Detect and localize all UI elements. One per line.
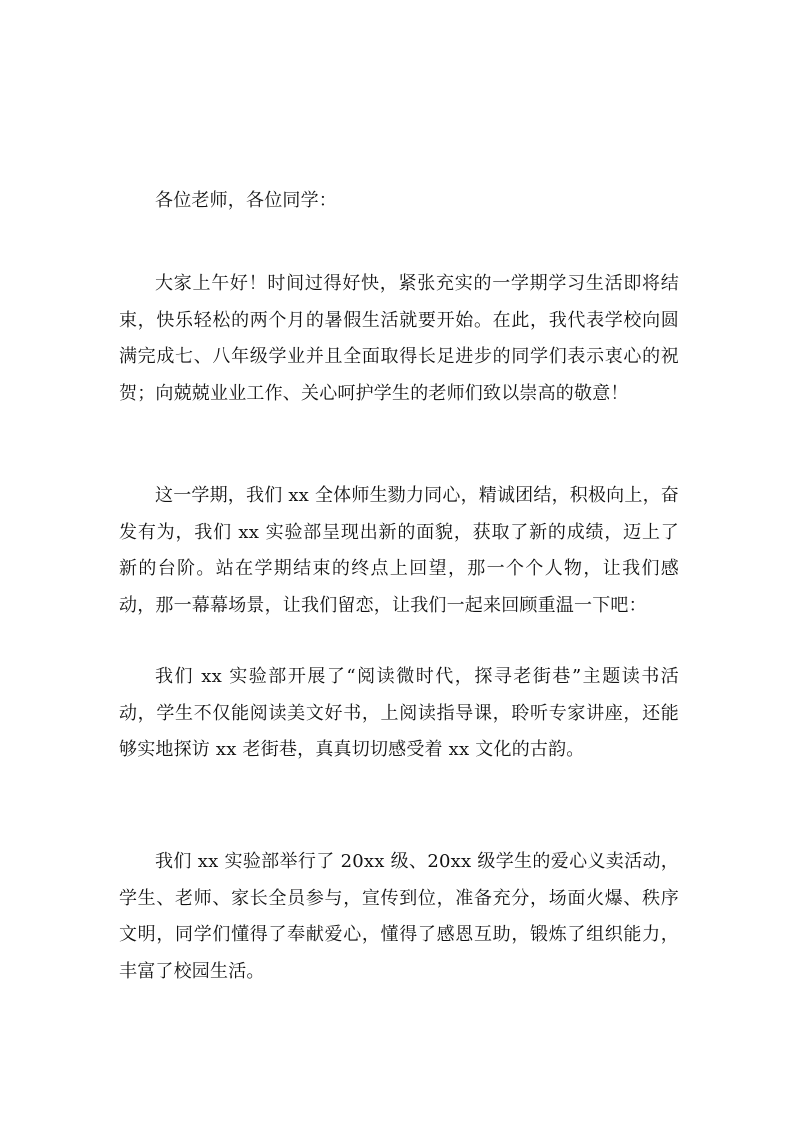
paragraph-opening: 大家上午好！时间过得好快，紧张充实的一学期学习生活即将结束，快乐轻松的两个月的暑假生活就要开始。在此，我代表学校向圆满完成七、八年级学业并且全面取得长足进步的同学们表示衷心的祝贺；向兢兢业业工作、关心呵护学生的老师们致以崇高的敬意！ <box>119 273 679 404</box>
greeting-line: 各位老师，各位同学： <box>155 190 337 211</box>
paragraph-semester-review: 这一学期，我们 xx 全体师生勠力同心，精诚团结，积极向上，奋发有为，我们 xx 实验部呈现出新的面貌，获取了新的成绩，迈上了新的台阶。站在学期结束的终点上回望，那一个个人物，让我们感动，那一幕幕场景，让我们留恋，让我们一起来回顾重温一下吧： <box>119 485 679 616</box>
paragraph-charity-sale: 我们 xx 实验部举行了 20xx 级、20xx 级学生的爱心义卖活动，学生、老师、家长全员参与，宣传到位，准备充分，场面火爆、秩序文明，同学们懂得了奉献爱心，懂得了感恩互助，锻炼了组织能力，丰富了校园生活。 <box>119 851 679 982</box>
paragraph-reading-activity: 我们 xx 实验部开展了“阅读微时代，探寻老街巷”主题读书活动，学生不仅能阅读美文好书，上阅读指导课，聆听专家讲座，还能够实地探访 xx 老街巷，真真切切感受着 xx 文化的古韵。 <box>119 666 679 760</box>
